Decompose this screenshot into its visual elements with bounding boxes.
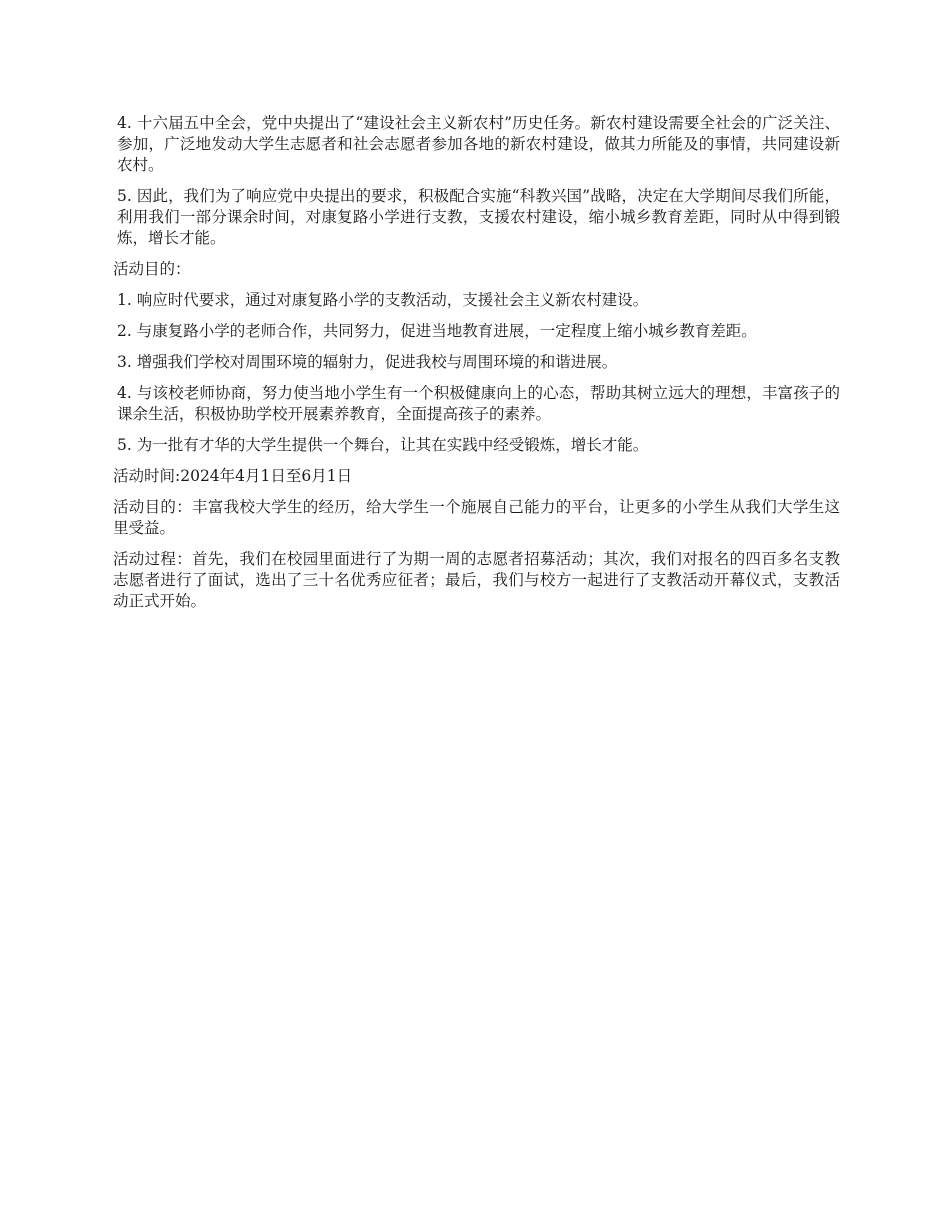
activity-process: 活动过程：首先，我们在校园里面进行了为期一周的志愿者招募活动；其次，我们对报名的四百多名支教志愿者进行了面试，选出了三十名优秀应征者；最后，我们与校方一起进行了支教活动开幕仪式，支教活动正式开始。 [113, 550, 840, 610]
paragraph-item-4-new-countryside: 4. 十六届五中全会，党中央提出了“建设社会主义新农村”历史任务。新农村建设需要全社会的广泛关注、参加，广泛地发动大学生志愿者和社会志愿者参加各地的新农村建设，做其力所能及的事情，共同建设新农村。 [117, 114, 840, 174]
paragraph-item-5-response: 5. 因此，我们为了响应党中央提出的要求，积极配合实施“科教兴国”战略，决定在大学期间尽我们所能，利用我们一部分课余时间，对康复路小学进行支教，支援农村建设，缩小城乡教育差距，同时从中得到锻炼，增长才能。 [117, 187, 840, 247]
purpose-item-5: 5. 为一批有才华的大学生提供一个舞台，让其在实践中经受锻炼，增长才能。 [117, 436, 649, 454]
purpose-item-4: 4. 与该校老师协商，努力使当地小学生有一个积极健康向上的心态，帮助其树立远大的理想，丰富孩子的课余生活，积极协助学校开展素养教育，全面提高孩子的素养。 [117, 384, 840, 423]
purpose-item-2: 2. 与康复路小学的老师合作，共同努力，促进当地教育进展，一定程度上缩小城乡教育差距。 [117, 322, 757, 340]
activity-goal-summary: 活动目的：丰富我校大学生的经历，给大学生一个施展自己能力的平台，让更多的小学生从我们大学生这里受益。 [113, 498, 840, 537]
activity-time: 活动时间:2024年4月1日至6月1日 [113, 467, 353, 485]
document-page [113, 113, 840, 622]
purpose-item-3: 3. 增强我们学校对周围环境的辐射力，促进我校与周围环境的和谐进展。 [117, 353, 618, 371]
purpose-item-1: 1. 响应时代要求，通过对康复路小学的支教活动，支援社会主义新农村建设。 [117, 291, 649, 309]
section-heading-activity-purpose: 活动目的： [113, 260, 191, 278]
